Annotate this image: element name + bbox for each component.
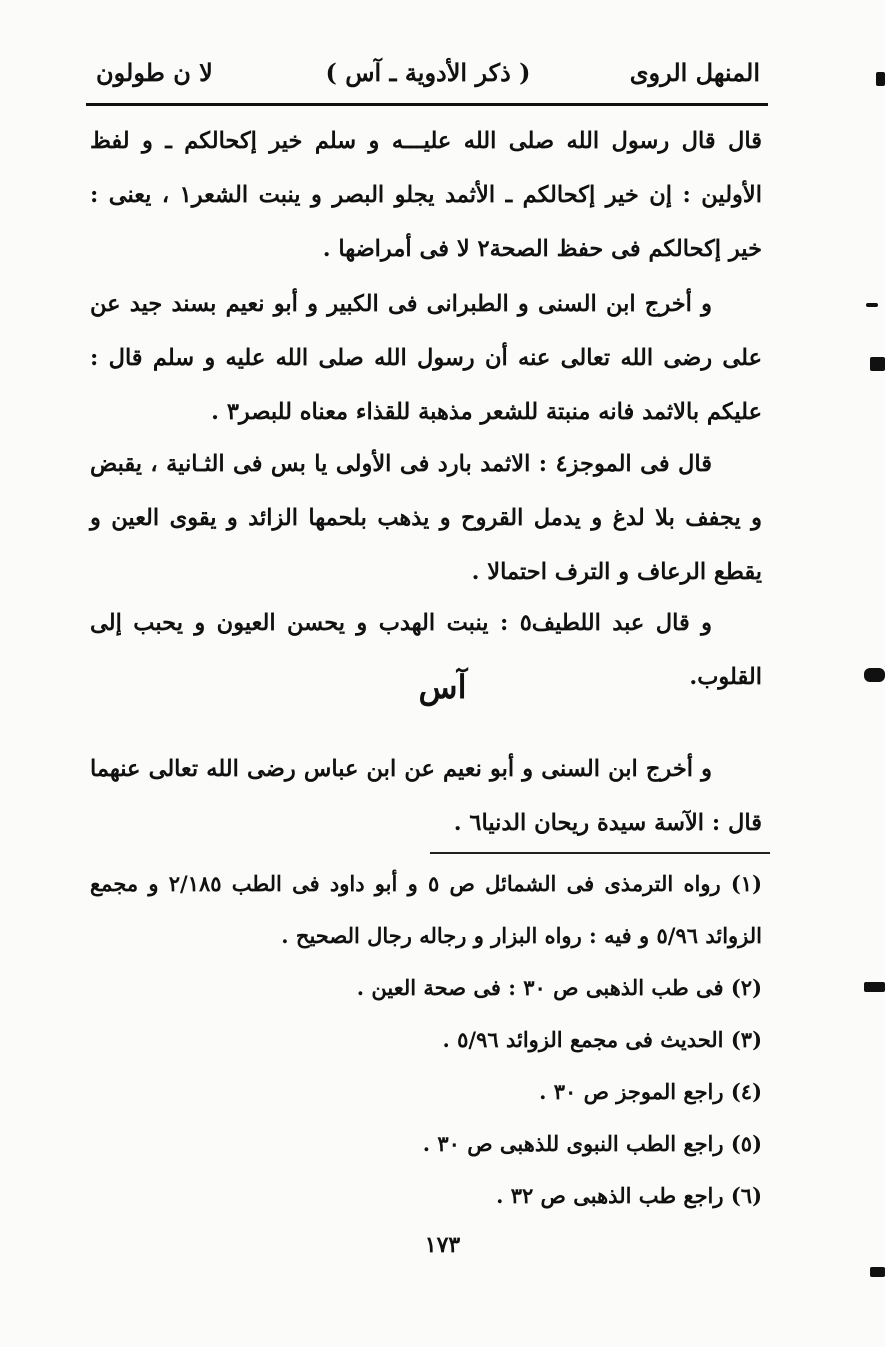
footnote-4: (٤) راجع الموجز ص ٣٠ . (539, 1079, 762, 1104)
footnotes (90, 858, 762, 1222)
scan-edge-mark (876, 72, 885, 86)
header-chapter-title: ( ذكر الأدوية ـ آس ) (325, 58, 531, 87)
page-number: ١٧٣ (424, 1232, 461, 1258)
section-paragraph: و أخرج ابن السنى و أبو نعيم عن ابن عباس رضى الله تعالى عنهما قال : الآسة سيدة ريحان الدنيا٦ . (90, 756, 762, 836)
header-book-title: المنهل الروى (629, 58, 760, 87)
scan-edge-mark (864, 982, 885, 992)
scan-edge-mark (870, 357, 885, 371)
header-rule (86, 103, 768, 106)
running-header (88, 58, 768, 98)
header-author: لا ن طولون (96, 58, 213, 87)
paragraph-3: قال فى الموجز٤ : الاثمد بارد فى الأولى يا بس فى الثـانية ، يقبض و يجفف بلا لدغ و يدمل القروح و يذهب بلحمها الزائد و يقوى العين و يقطع الرعاف و الترف احتمالا . (90, 451, 762, 585)
scan-edge-mark (864, 668, 885, 682)
paragraph-4: و قال عبد اللطيف٥ : ينبت الهدب و يحسن العيون و يحبب إلى القلوب. (90, 610, 762, 690)
footnote-6: (٦) راجع طب الذهبى ص ٣٢ . (496, 1183, 762, 1208)
paragraph-2: و أخرج ابن السنى و الطبرانى فى الكبير و أبو نعيم بسند جيد عن على رضى الله تعالى عنه أن رسول الله صلى الله عليه و سلم قال : عليكم بالاثمد فانه منبتة للشعر مذهبة للقذاء معناه للبصر٣ . (90, 291, 762, 425)
footnote-5: (٥) راجع الطب النبوى للذهبى ص ٣٠ . (422, 1131, 762, 1156)
scan-edge-mark (870, 1267, 885, 1277)
footnote-1: (١) رواه الترمذى فى الشمائل ص ٥ و أبو داود فى الطب ٢/١٨٥ و مجمع الزوائد ٥/٩٦ و فيه : رواه البزار و رجاله رجال الصحيح . (90, 871, 762, 948)
footnote-rule (430, 852, 770, 854)
scan-edge-mark (866, 303, 878, 307)
paragraph-1: قال قال رسول الله صلى الله عليـــه و سلم خير إكحالكم ـ و لفظ الأولين : إن خير إكحالكم ـ الأثمد يجلو البصر و ينبت الشعر١ ، يعنى : خير إكحالكم فى حفظ الصحة٢ لا فى أمراضها . (90, 128, 762, 262)
section-heading: آس (418, 668, 467, 706)
footnote-2: (٢) فى طب الذهبى ص ٣٠ : فى صحة العين . (356, 975, 762, 1000)
footnote-3: (٣) الحديث فى مجمع الزوائد ٥/٩٦ . (442, 1027, 762, 1052)
